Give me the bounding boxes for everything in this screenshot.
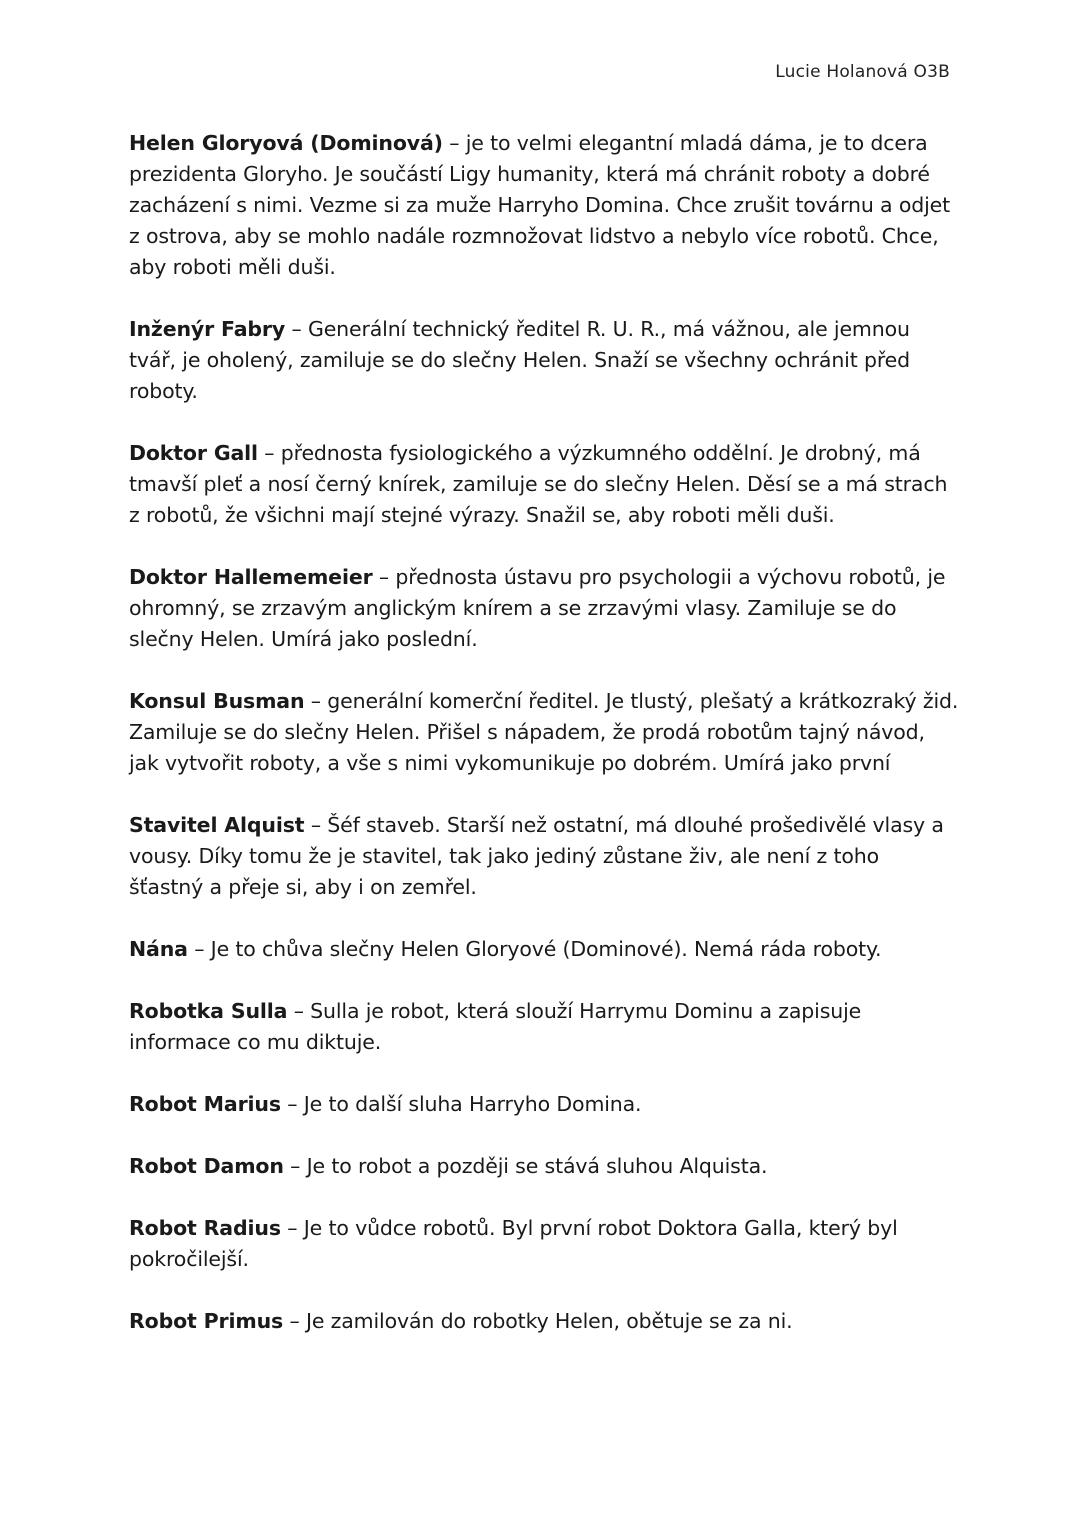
character-entry-marius — [129, 1089, 959, 1120]
character-separator: – — [257, 441, 281, 465]
character-separator: – — [285, 317, 308, 341]
character-separator: – — [442, 131, 466, 155]
character-name: Robot Radius — [129, 1216, 281, 1240]
character-description: přednosta fysiologického a výzkumného oddělní. Je drobný, má tmavší pleť a nosí černý knírek, zamiluje se do slečny Helen. Děsí se a má strach z robotů, že všichni mají stejné výrazy. Snažil se, aby roboti měli duši. — [129, 441, 948, 527]
character-description: generální komerční ředitel. Je tlustý, plešatý a krátkozraký žid. Zamiluje se do slečny Helen. Přišel s nápadem, že prodá robotům tajný návod, jak vytvořit roboty, a vše s nimi vykomunikuje po dobrém. Umírá jako první — [129, 689, 959, 775]
character-name: Stavitel Alquist — [129, 813, 305, 837]
character-name: Doktor Gall — [129, 441, 258, 465]
character-description: Je to další sluha Harryho Domina. — [303, 1092, 642, 1116]
character-separator: – — [187, 937, 211, 961]
character-separator: – — [280, 1216, 304, 1240]
character-description: Sulla je robot, která slouží Harrymu Dominu a zapisuje informace co mu diktuje. — [129, 999, 862, 1054]
character-description: Šéf staveb. Starší než ostatní, má dlouhé prošedivělé vlasy a vousy. Díky tomu že je stavitel, tak jako jediný zůstane živ, ale není z toho šťastný a přeje si, aby i on zemřel. — [129, 813, 944, 899]
character-separator: – — [372, 565, 396, 589]
character-name: Inženýr Fabry — [129, 317, 286, 341]
character-name: Konsul Busman — [129, 689, 305, 713]
character-name: Robot Marius — [129, 1092, 281, 1116]
character-separator: – — [283, 1309, 306, 1333]
character-separator: – — [304, 689, 328, 713]
character-entry-hallemeier — [129, 562, 959, 655]
character-entry-helen — [129, 128, 959, 283]
character-list — [129, 128, 959, 1368]
character-name: Helen Gloryová (Dominová) — [129, 131, 443, 155]
character-entry-fabry — [129, 314, 959, 407]
character-entry-busman — [129, 686, 959, 779]
character-description: přednosta ústavu pro psychologii a výchovu robotů, je ohromný, se zrzavým anglickým knírem a se zrzavými vlasy. Zamiluje se do slečny Helen. Umírá jako poslední. — [129, 565, 946, 651]
author-header: Lucie Holanová O3B — [775, 62, 950, 82]
character-name: Robotka Sulla — [129, 999, 288, 1023]
character-description: Generální technický ředitel R. U. R., má vážnou, ale jemnou tvář, je oholený, zamiluje se do slečny Helen. Snaží se všechny ochránit před roboty. — [129, 317, 910, 403]
character-entry-radius — [129, 1213, 959, 1275]
character-entry-gall — [129, 438, 959, 531]
character-name: Robot Primus — [129, 1309, 284, 1333]
character-name: Robot Damon — [129, 1154, 284, 1178]
character-name: Doktor Hallememeier — [129, 565, 373, 589]
character-separator: – — [283, 1154, 307, 1178]
character-name: Nána — [129, 937, 188, 961]
character-entry-nana — [129, 934, 959, 965]
character-description: Je to vůdce robotů. Byl první robot Doktora Galla, který byl pokročilejší. — [129, 1216, 898, 1271]
character-description: Je to robot a později se stává sluhou Alquista. — [306, 1154, 768, 1178]
character-description: Je to chůva slečny Helen Gloryové (Dominové). Nemá ráda roboty. — [210, 937, 882, 961]
character-separator: – — [304, 813, 328, 837]
character-entry-alquist — [129, 810, 959, 903]
character-entry-damon — [129, 1151, 959, 1182]
character-description: je to velmi elegantní mladá dáma, je to dcera prezidenta Gloryho. Je součástí Ligy humanity, která má chránit roboty a dobré zacházení s nimi. Vezme si za muže Harryho Domina. Chce zrušit továrnu a odjet z ostrova, aby se mohlo nadále rozmnožovat lidstvo a nebylo více robotů. Chce, aby roboti měli duši. — [129, 131, 950, 279]
character-description: Je zamilován do robotky Helen, obětuje se za ni. — [305, 1309, 793, 1333]
character-separator: – — [287, 999, 311, 1023]
character-entry-sulla — [129, 996, 959, 1058]
character-separator: – — [280, 1092, 304, 1116]
character-entry-primus — [129, 1306, 959, 1337]
